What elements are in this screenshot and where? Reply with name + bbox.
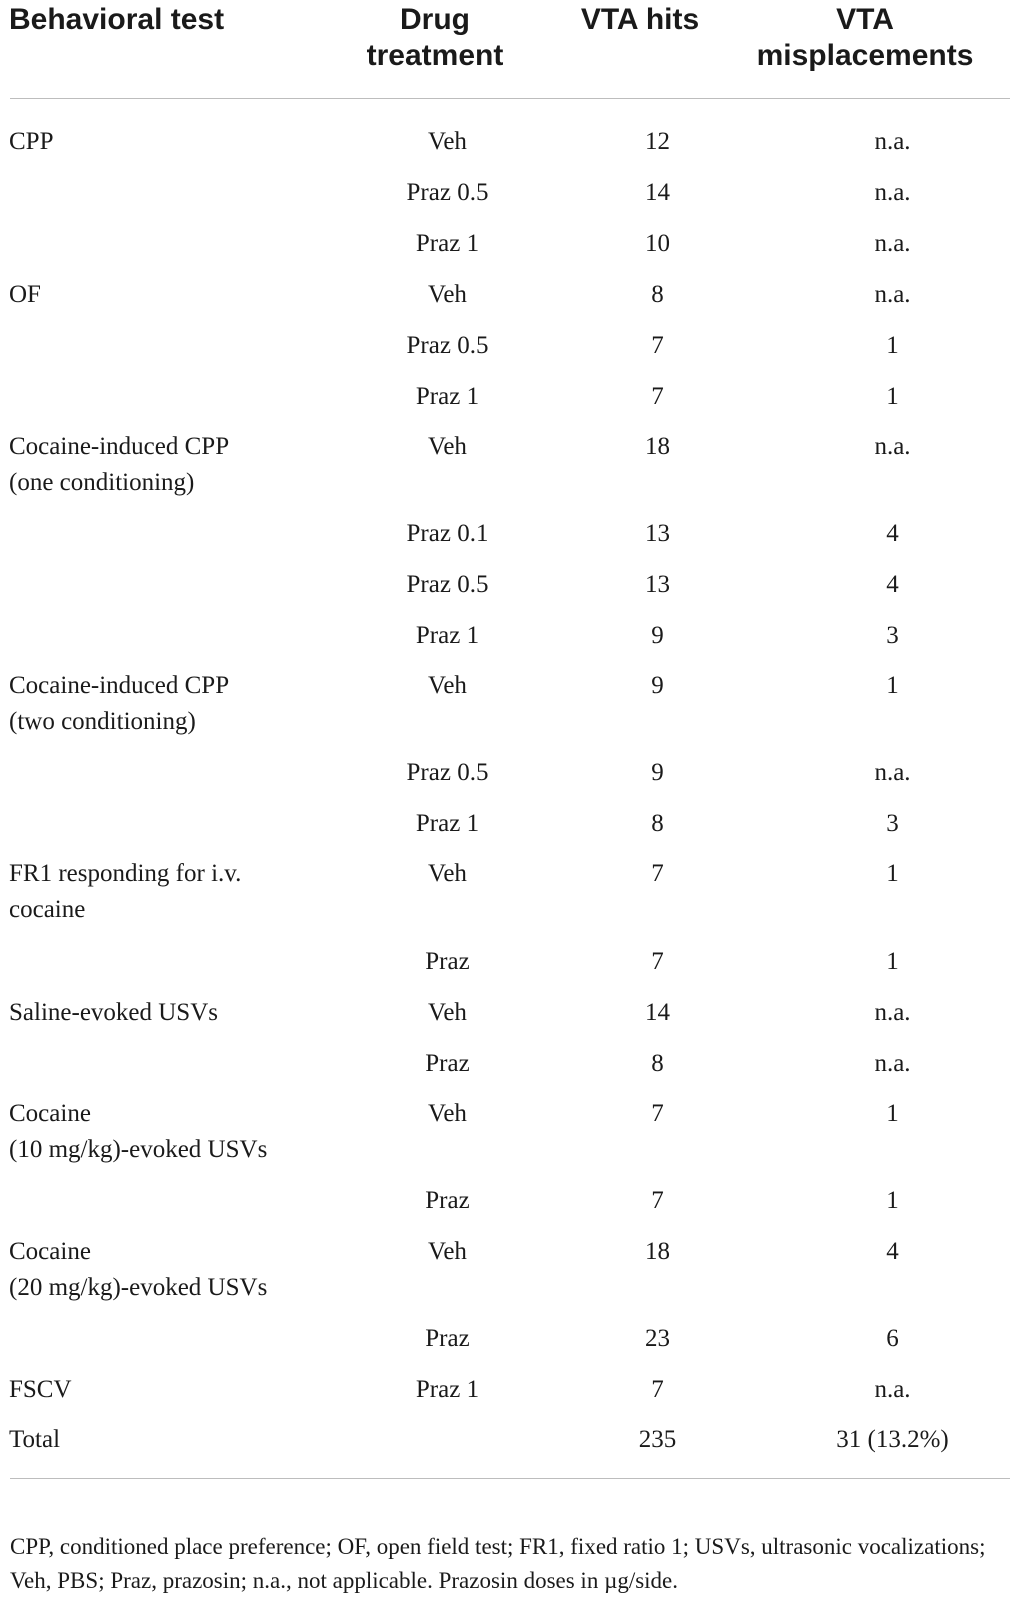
table-row [0, 328, 1021, 378]
vta-misplacements-cell: n.a. [874, 1050, 911, 1077]
behavioral-test-cell: Cocaine (20 mg/kg)-evoked USVs [9, 1238, 268, 1301]
table-row [0, 1372, 1021, 1422]
vta-misplacements-cell: 1 [886, 948, 899, 975]
vta-hits-cell: 13 [645, 571, 670, 598]
table-row [0, 277, 1021, 327]
drug-treatment-cell: Veh [428, 999, 467, 1026]
vta-hits-cell: 18 [645, 1238, 670, 1265]
drug-treatment-cell: Praz 0.5 [406, 332, 489, 359]
vta-misplacements-cell: n.a. [874, 281, 911, 308]
table-row [0, 1234, 1021, 1301]
behavioral-test-cell: Cocaine-induced CPP (one conditioning) [9, 433, 230, 496]
vta-misplacements-cell: 1 [886, 332, 899, 359]
vta-hits-cell: 7 [651, 383, 664, 410]
drug-treatment-cell: Praz 0.5 [406, 759, 489, 786]
vta-hits-cell: 7 [651, 1187, 664, 1214]
vta-misplacements-cell: 1 [886, 860, 899, 887]
table-row [0, 995, 1021, 1045]
vta-hits-cell: 12 [645, 128, 670, 155]
table-row [0, 567, 1021, 617]
drug-treatment-cell: Praz [425, 1325, 470, 1352]
table-footnote: CPP, conditioned place preference; OF, open field test; FR1, fixed ratio 1; USVs, ultrasonic vocalizations; Veh, PBS; Praz, prazosin; n.a., not applicable. Prazosin doses in µg/side. [10, 1534, 986, 1593]
drug-treatment-cell: Praz 1 [415, 230, 480, 257]
vta-misplacements-cell: n.a. [874, 999, 911, 1026]
vta-misplacements-cell: 4 [886, 520, 899, 547]
header-vta-misplacements: VTA misplacements [756, 3, 974, 72]
vta-hits-cell: 7 [651, 948, 664, 975]
header-drug-treatment: Drug treatment [366, 3, 504, 72]
drug-treatment-cell: Praz 0.1 [406, 520, 489, 547]
vta-hits-cell: 8 [651, 1050, 664, 1077]
vta-hits-cell: 7 [651, 332, 664, 359]
vta-hits-cell: 7 [651, 860, 664, 887]
vta-misplacements-cell: 1 [886, 1187, 899, 1214]
table-row [0, 379, 1021, 429]
vta-misplacements-cell: n.a. [874, 230, 911, 257]
behavioral-test-cell: Saline-evoked USVs [9, 999, 218, 1026]
table-row [0, 1321, 1021, 1371]
vta-misplacements-cell: n.a. [874, 1376, 911, 1403]
vta-hits-cell: 18 [645, 433, 670, 460]
drug-treatment-cell: Praz 1 [415, 622, 480, 649]
drug-treatment-cell: Praz [425, 948, 470, 975]
vta-hits-cell: 9 [651, 759, 664, 786]
behavioral-test-cell: Total [9, 1426, 61, 1453]
table-row [0, 226, 1021, 276]
vta-hits-cell: 8 [651, 281, 664, 308]
vta-hits-cell: 10 [645, 230, 670, 257]
table-row [0, 668, 1021, 735]
drug-treatment-cell: Veh [428, 860, 467, 887]
vta-hits-cell: 9 [651, 622, 664, 649]
behavioral-test-cell: Cocaine (10 mg/kg)-evoked USVs [9, 1100, 268, 1163]
vta-hits-cell: 14 [645, 179, 670, 206]
vta-hits-cell: 7 [651, 1100, 664, 1127]
drug-treatment-cell: Veh [428, 1100, 467, 1127]
header-vta-hits: VTA hits [580, 3, 700, 36]
drug-treatment-cell: Praz 1 [415, 383, 480, 410]
vta-misplacements-cell: n.a. [874, 128, 911, 155]
table-row [0, 1422, 1021, 1472]
behavioral-test-cell: CPP [9, 128, 54, 155]
table-row [0, 429, 1021, 496]
vta-hits-cell: 9 [651, 672, 664, 699]
vta-misplacements-cell: 31 (13.2%) [836, 1426, 949, 1453]
vta-misplacements-cell: 4 [886, 571, 899, 598]
header-behavioral-test: Behavioral test [9, 3, 225, 36]
vta-hits-cell: 7 [651, 1376, 664, 1403]
vta-misplacements-cell: 1 [886, 383, 899, 410]
table-row [0, 944, 1021, 994]
table-row [0, 124, 1021, 174]
header-divider [10, 98, 1010, 99]
vta-misplacements-cell: n.a. [874, 433, 911, 460]
drug-treatment-cell: Veh [428, 672, 467, 699]
table-row [0, 755, 1021, 805]
vta-misplacements-cell: 4 [886, 1238, 899, 1265]
table-row [0, 618, 1021, 668]
drug-treatment-cell: Veh [428, 1238, 467, 1265]
drug-treatment-cell: Veh [428, 433, 467, 460]
vta-misplacements-cell: n.a. [874, 759, 911, 786]
drug-treatment-cell: Veh [428, 281, 467, 308]
behavioral-test-cell: OF [9, 281, 41, 308]
drug-treatment-cell: Praz 0.5 [406, 179, 489, 206]
vta-hits-cell: 13 [645, 520, 670, 547]
table-row [0, 175, 1021, 225]
vta-misplacements-cell: 1 [886, 1100, 899, 1127]
behavioral-test-cell: Cocaine-induced CPP (two conditioning) [9, 672, 230, 735]
table-row [0, 1046, 1021, 1096]
vta-hits-cell: 23 [645, 1325, 670, 1352]
vta-misplacements-cell: 1 [886, 672, 899, 699]
vta-hits-cell: 8 [651, 810, 664, 837]
drug-treatment-cell: Praz 1 [415, 1376, 480, 1403]
vta-misplacements-cell: 3 [886, 810, 899, 837]
drug-treatment-cell: Praz 0.5 [406, 571, 489, 598]
vta-misplacements-cell: 6 [886, 1325, 899, 1352]
vta-hits-cell: 235 [638, 1426, 677, 1453]
drug-treatment-cell: Praz 1 [415, 810, 480, 837]
behavioral-test-cell: FSCV [9, 1376, 72, 1403]
footer-divider [10, 1478, 1010, 1479]
behavioral-test-cell: FR1 responding for i.v. cocaine [9, 860, 242, 923]
drug-treatment-cell: Praz [425, 1050, 470, 1077]
drug-treatment-cell: Veh [428, 128, 467, 155]
table-row [0, 856, 1021, 923]
vta-hits-cell: 14 [645, 999, 670, 1026]
vta-misplacements-cell: n.a. [874, 179, 911, 206]
table-row [0, 806, 1021, 856]
drug-treatment-cell: Praz [425, 1187, 470, 1214]
vta-misplacements-cell: 3 [886, 622, 899, 649]
table-row [0, 1096, 1021, 1163]
table-row [0, 1183, 1021, 1233]
table-row [0, 516, 1021, 566]
